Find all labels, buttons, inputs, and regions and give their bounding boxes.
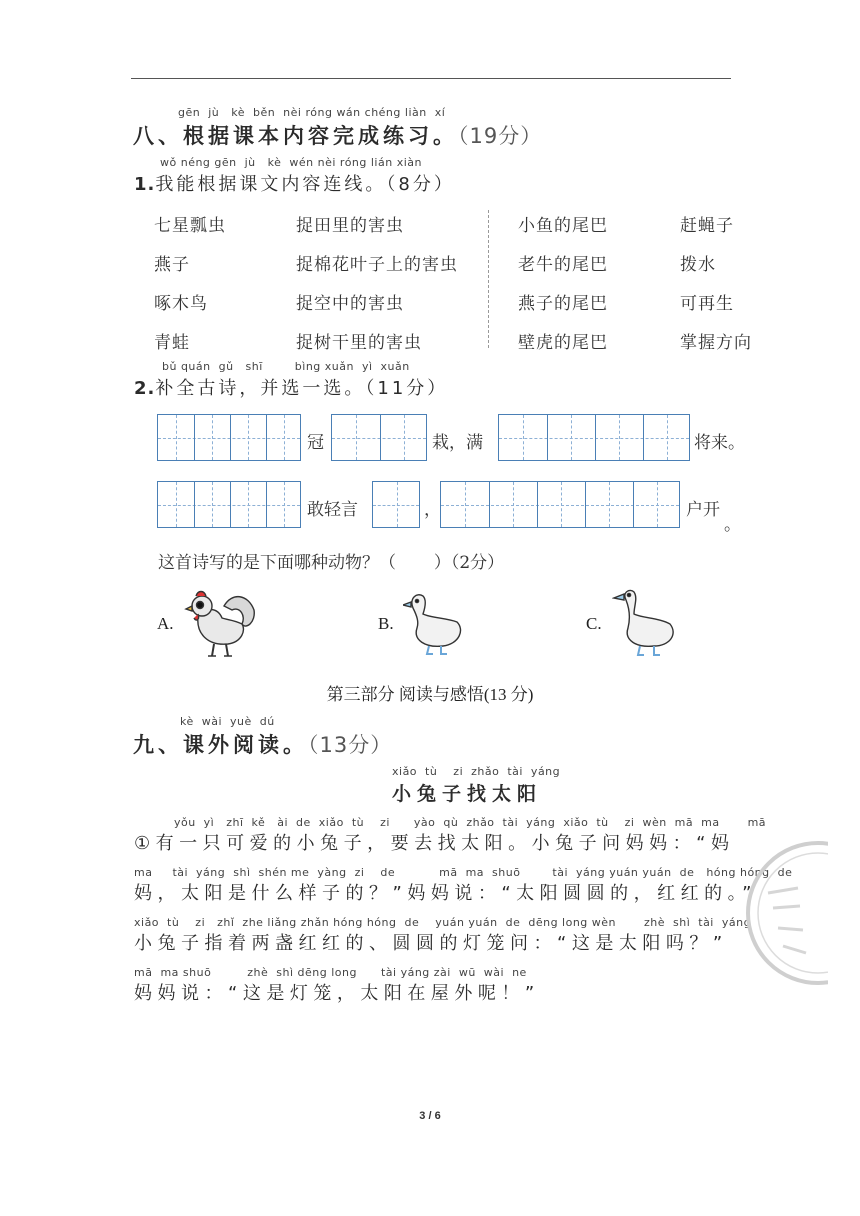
q1-text: 我能根据课文内容连线。 [155, 174, 387, 195]
answer-grid-2[interactable] [331, 414, 427, 461]
poem2-text-d: 。 [724, 515, 741, 535]
q2-question: 这首诗写的是下面哪种动物？（ ）（2分） [158, 553, 505, 573]
section8-score: （19分） [458, 124, 543, 148]
q1-right2-item: 拨水 [680, 255, 716, 275]
poem2-text-a: 敢轻言 [307, 500, 358, 520]
q1-left1-item: 青蛙 [154, 333, 190, 353]
story-line-pinyin: xiǎo tù zi zhǐ zhe liǎng zhǎn hóng hóng de yuán yuán de dēng long wèn zhè shì tài yáng [134, 916, 752, 929]
q1-left1-item: 燕子 [154, 255, 190, 275]
q1-number: 1. [134, 174, 156, 195]
option-a-label[interactable]: A. [157, 614, 174, 633]
q2-text: 补全古诗，并选一选。 [155, 378, 366, 399]
q1-left1-item: 啄木鸟 [154, 294, 208, 314]
section8-title: 八、根据课本内容完成练习。 [133, 124, 458, 148]
option-b-label[interactable]: B. [378, 614, 394, 633]
q1-right2-item: 赶蝇子 [680, 216, 734, 236]
column-divider [488, 210, 489, 348]
q1-right1-item: 壁虎的尾巴 [518, 333, 608, 353]
section9-title: 九、课外阅读。 [133, 733, 308, 757]
q1-left2-item: 捉田里的害虫 [296, 216, 404, 236]
q1-left2-item: 捉棉花叶子上的害虫 [296, 255, 458, 275]
q2-heading [134, 374, 448, 400]
q1-right1-item: 老牛的尾巴 [518, 255, 608, 275]
poem1-text-b: 栽，满 [432, 433, 483, 453]
q1-right2-item: 掌握方向 [680, 333, 752, 353]
answer-grid-5[interactable] [440, 481, 680, 528]
section8-pinyin: gēn jù kè běn nèi róng wán chéng liàn xí [178, 106, 446, 119]
section9-heading [133, 729, 392, 759]
q1-left2-item: 捉树干里的害虫 [296, 333, 422, 353]
rooster-icon[interactable] [184, 586, 258, 660]
story-line-pinyin: ma tài yáng shì shén me yàng zi de mā ma shuō tài yáng yuán yuán de hóng hóng de [134, 866, 793, 879]
duck-icon[interactable] [403, 588, 465, 658]
q2-number: 2. [134, 378, 156, 399]
story-line: 妈妈说：“这是灯笼，太阳在屋外呢！” [134, 983, 540, 1004]
story-line: 小兔子指着两盏红红的、圆圆的灯笼问：“这是太阳吗？” [134, 933, 728, 954]
story-title-pinyin: xiǎo tù zi zhǎo tài yáng [392, 765, 561, 778]
story-line: 妈，太阳是什么样子的？”妈妈说：“太阳圆圆的，红红的。” [134, 883, 757, 904]
part3-heading: 第三部分 阅读与感悟(13 分) [326, 685, 534, 704]
poem2-text-b: ， [424, 500, 441, 520]
q1-heading [134, 170, 455, 196]
section8-heading [133, 120, 542, 150]
seal-stamp-icon [728, 828, 828, 998]
answer-grid-4[interactable] [157, 414, 301, 461]
q1-right2-item: 可再生 [680, 294, 734, 314]
poem1-text-a: 冠 [307, 433, 324, 453]
q1-pinyin: wǒ néng gēn jù kè wén nèi róng lián xiàn [160, 156, 422, 169]
q2-pinyin: bǔ quán gǔ shī bìng xuǎn yì xuǎn [162, 360, 410, 373]
top-rule [131, 78, 731, 79]
poem2-text-c: 户开 [686, 500, 720, 520]
answer-grid-4[interactable] [498, 414, 690, 461]
q1-left2-item: 捉空中的害虫 [296, 294, 404, 314]
answer-grid-4[interactable] [157, 481, 301, 528]
story-line: ①有一只可爱的小兔子，要去找太阳。小兔子问妈妈：“妈 [134, 833, 735, 854]
story-line-pinyin: yǒu yì zhī kě ài de xiǎo tù zi yào qù zhǎo tài yáng xiǎo tù zi wèn mā ma mā [134, 816, 767, 829]
q1-score: （8分） [386, 174, 455, 195]
q1-right1-item: 小鱼的尾巴 [518, 216, 608, 236]
q1-right1-item: 燕子的尾巴 [518, 294, 608, 314]
q1-left1-item: 七星瓢虫 [154, 216, 226, 236]
goose-icon[interactable] [612, 586, 678, 658]
story-line-pinyin: mā ma shuō zhè shì dēng long tài yáng zài wū wài ne [134, 966, 527, 979]
page-number: 3 / 6 [419, 1110, 441, 1122]
poem1-text-c: 将来。 [694, 433, 745, 453]
section9-pinyin: kè wài yuè dú [180, 715, 275, 728]
section9-score: （13分） [308, 733, 393, 757]
answer-grid-1[interactable] [372, 481, 420, 528]
option-c-label[interactable]: C. [586, 614, 602, 633]
q2-score: （11分） [365, 378, 449, 399]
story-title: 小兔子找太阳 [392, 783, 543, 805]
